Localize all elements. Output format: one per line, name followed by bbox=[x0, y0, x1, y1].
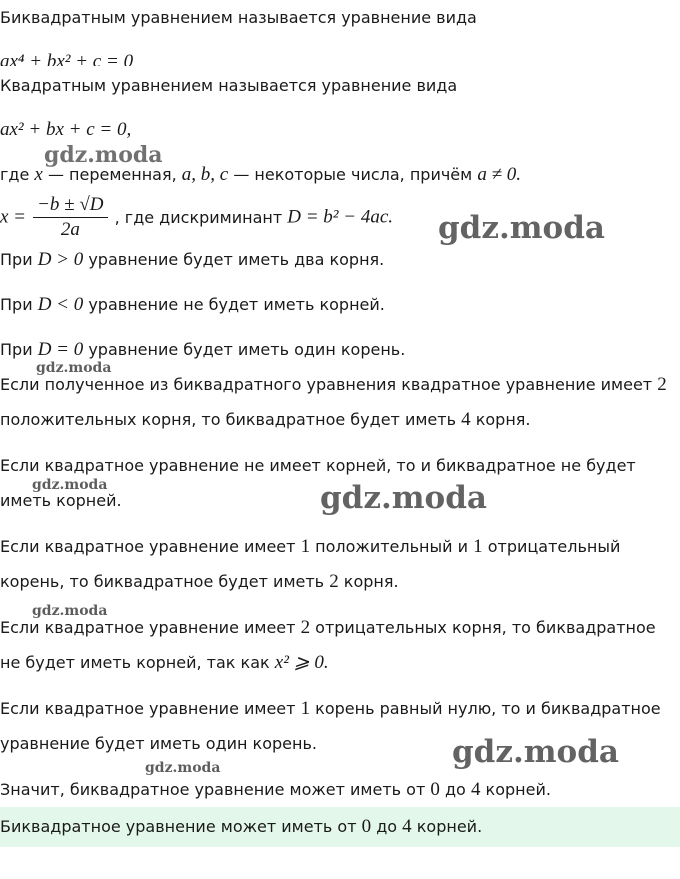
case-d-zero-cond: D = 0 bbox=[37, 339, 84, 360]
case-d-negative bbox=[0, 295, 385, 315]
case-d-zero-text: уравнение будет иметь один корень. bbox=[88, 340, 406, 359]
where-text-2: — переменная, bbox=[47, 165, 177, 184]
case-d-positive-cond: D > 0 bbox=[37, 249, 84, 270]
roots-text: , где дискриминант bbox=[114, 208, 283, 227]
p3-text-c: отрицательный bbox=[487, 537, 621, 556]
case-d-negative-cond: D < 0 bbox=[37, 294, 84, 315]
case-prefix: При bbox=[0, 340, 33, 359]
case-d-positive-text: уравнение будет иметь два корня. bbox=[88, 250, 385, 269]
p6-text-c: корней. bbox=[485, 780, 551, 799]
biquad-formula-clipped bbox=[0, 46, 680, 66]
answer-text-b: до bbox=[376, 817, 398, 836]
p4-line-2 bbox=[0, 653, 329, 673]
biquad-formula: ax⁴ + bx² + c = 0 bbox=[0, 51, 134, 66]
p3-num-3: 2 bbox=[329, 571, 339, 592]
p6-num-2: 4 bbox=[470, 779, 481, 800]
p3-line-2 bbox=[0, 572, 399, 592]
answer-num-2: 4 bbox=[402, 816, 412, 837]
p4-text-c: не будет иметь корней, так как bbox=[0, 653, 270, 672]
where-var-x: x bbox=[34, 164, 43, 185]
answer-num-1: 0 bbox=[361, 816, 372, 837]
p1-text-b: положительных корня, то биквадратное будет иметь bbox=[0, 410, 457, 429]
p6-text-a: Значит, биквадратное уравнение может иметь от bbox=[0, 780, 426, 799]
watermark-logo: gdz.moda bbox=[36, 360, 112, 376]
case-d-positive bbox=[0, 250, 384, 270]
where-vars: a, b, c bbox=[181, 164, 229, 185]
answer-text-c: корней. bbox=[416, 817, 483, 836]
roots-denominator: 2a bbox=[60, 219, 80, 240]
where-line bbox=[0, 165, 521, 185]
p6-text-b: до bbox=[444, 780, 466, 799]
case-prefix: При bbox=[0, 250, 33, 269]
p3-text-b: положительный и bbox=[315, 537, 469, 556]
roots-formula-line bbox=[0, 194, 393, 241]
p4-text-a: Если квадратное уравнение имеет bbox=[0, 618, 296, 637]
p4-num-1: 2 bbox=[300, 617, 311, 638]
answer-text-a: Биквадратное уравнение может иметь от bbox=[0, 817, 357, 836]
case-d-zero bbox=[0, 340, 405, 360]
p1-line-2 bbox=[0, 410, 530, 430]
p6-num-1: 0 bbox=[430, 779, 440, 800]
p3-text-d: корень, то биквадратное будет иметь bbox=[0, 572, 325, 591]
p3-text-a: Если квадратное уравнение имеет bbox=[0, 537, 296, 556]
p1-num-1: 2 bbox=[657, 374, 667, 395]
p5-text-a: Если квадратное уравнение имеет bbox=[0, 699, 296, 718]
p6-line bbox=[0, 780, 551, 800]
roots-numerator: −b ± √D bbox=[33, 194, 107, 218]
p3-line-1 bbox=[0, 537, 620, 557]
discriminant-formula: D = b² − 4ac. bbox=[287, 206, 394, 228]
p2-line-1: Если квадратное уравнение не имеет корней, то и биквадратное не будет bbox=[0, 456, 636, 475]
p5-num-1: 1 bbox=[300, 698, 311, 719]
p5-line-2: уравнение будет иметь один корень. bbox=[0, 734, 317, 753]
p1-text-c: корня. bbox=[475, 410, 531, 429]
biquad-intro: Биквадратным уравнением называется уравнение вида bbox=[0, 8, 477, 27]
p4-line-1 bbox=[0, 618, 656, 638]
p5-line-1 bbox=[0, 699, 661, 719]
watermark-logo: gdz.moda bbox=[452, 734, 619, 770]
quad-intro: Квадратным уравнением называется уравнение вида bbox=[0, 76, 458, 95]
where-text-1: где bbox=[0, 165, 30, 184]
p4-text-b: отрицательных корня, то биквадратное bbox=[315, 618, 656, 637]
watermark-logo: gdz.moda bbox=[44, 142, 163, 168]
watermark-logo: gdz.moda bbox=[32, 477, 108, 493]
where-text-3: — некоторые числа, причём bbox=[233, 165, 473, 184]
p1-text-a: Если полученное из биквадратного уравнения квадратное уравнение имеет bbox=[0, 375, 653, 394]
watermark-logo: gdz.moda bbox=[438, 210, 605, 246]
p3-text-e: корня. bbox=[343, 572, 399, 591]
p5-text-b: корень равный нулю, то и биквадратное bbox=[315, 699, 661, 718]
p4-condition: x² ⩾ 0. bbox=[274, 652, 329, 673]
watermark-logo: gdz.moda bbox=[145, 760, 221, 776]
p3-num-2: 1 bbox=[473, 536, 483, 557]
roots-lhs: x = bbox=[0, 206, 27, 228]
p1-num-2: 4 bbox=[461, 409, 471, 430]
watermark-logo: gdz.moda bbox=[320, 480, 487, 516]
quad-formula: ax² + bx + c = 0, bbox=[0, 119, 132, 140]
where-cond: a ≠ 0. bbox=[477, 164, 521, 185]
p2-line-2: иметь корней. bbox=[0, 491, 122, 510]
answer-line bbox=[0, 817, 482, 837]
case-d-negative-text: уравнение не будет иметь корней. bbox=[88, 295, 385, 314]
case-prefix: При bbox=[0, 295, 33, 314]
roots-fraction bbox=[33, 194, 107, 241]
p3-num-1: 1 bbox=[300, 536, 311, 557]
watermark-logo: gdz.moda bbox=[32, 603, 108, 619]
p1-line-1 bbox=[0, 375, 667, 395]
